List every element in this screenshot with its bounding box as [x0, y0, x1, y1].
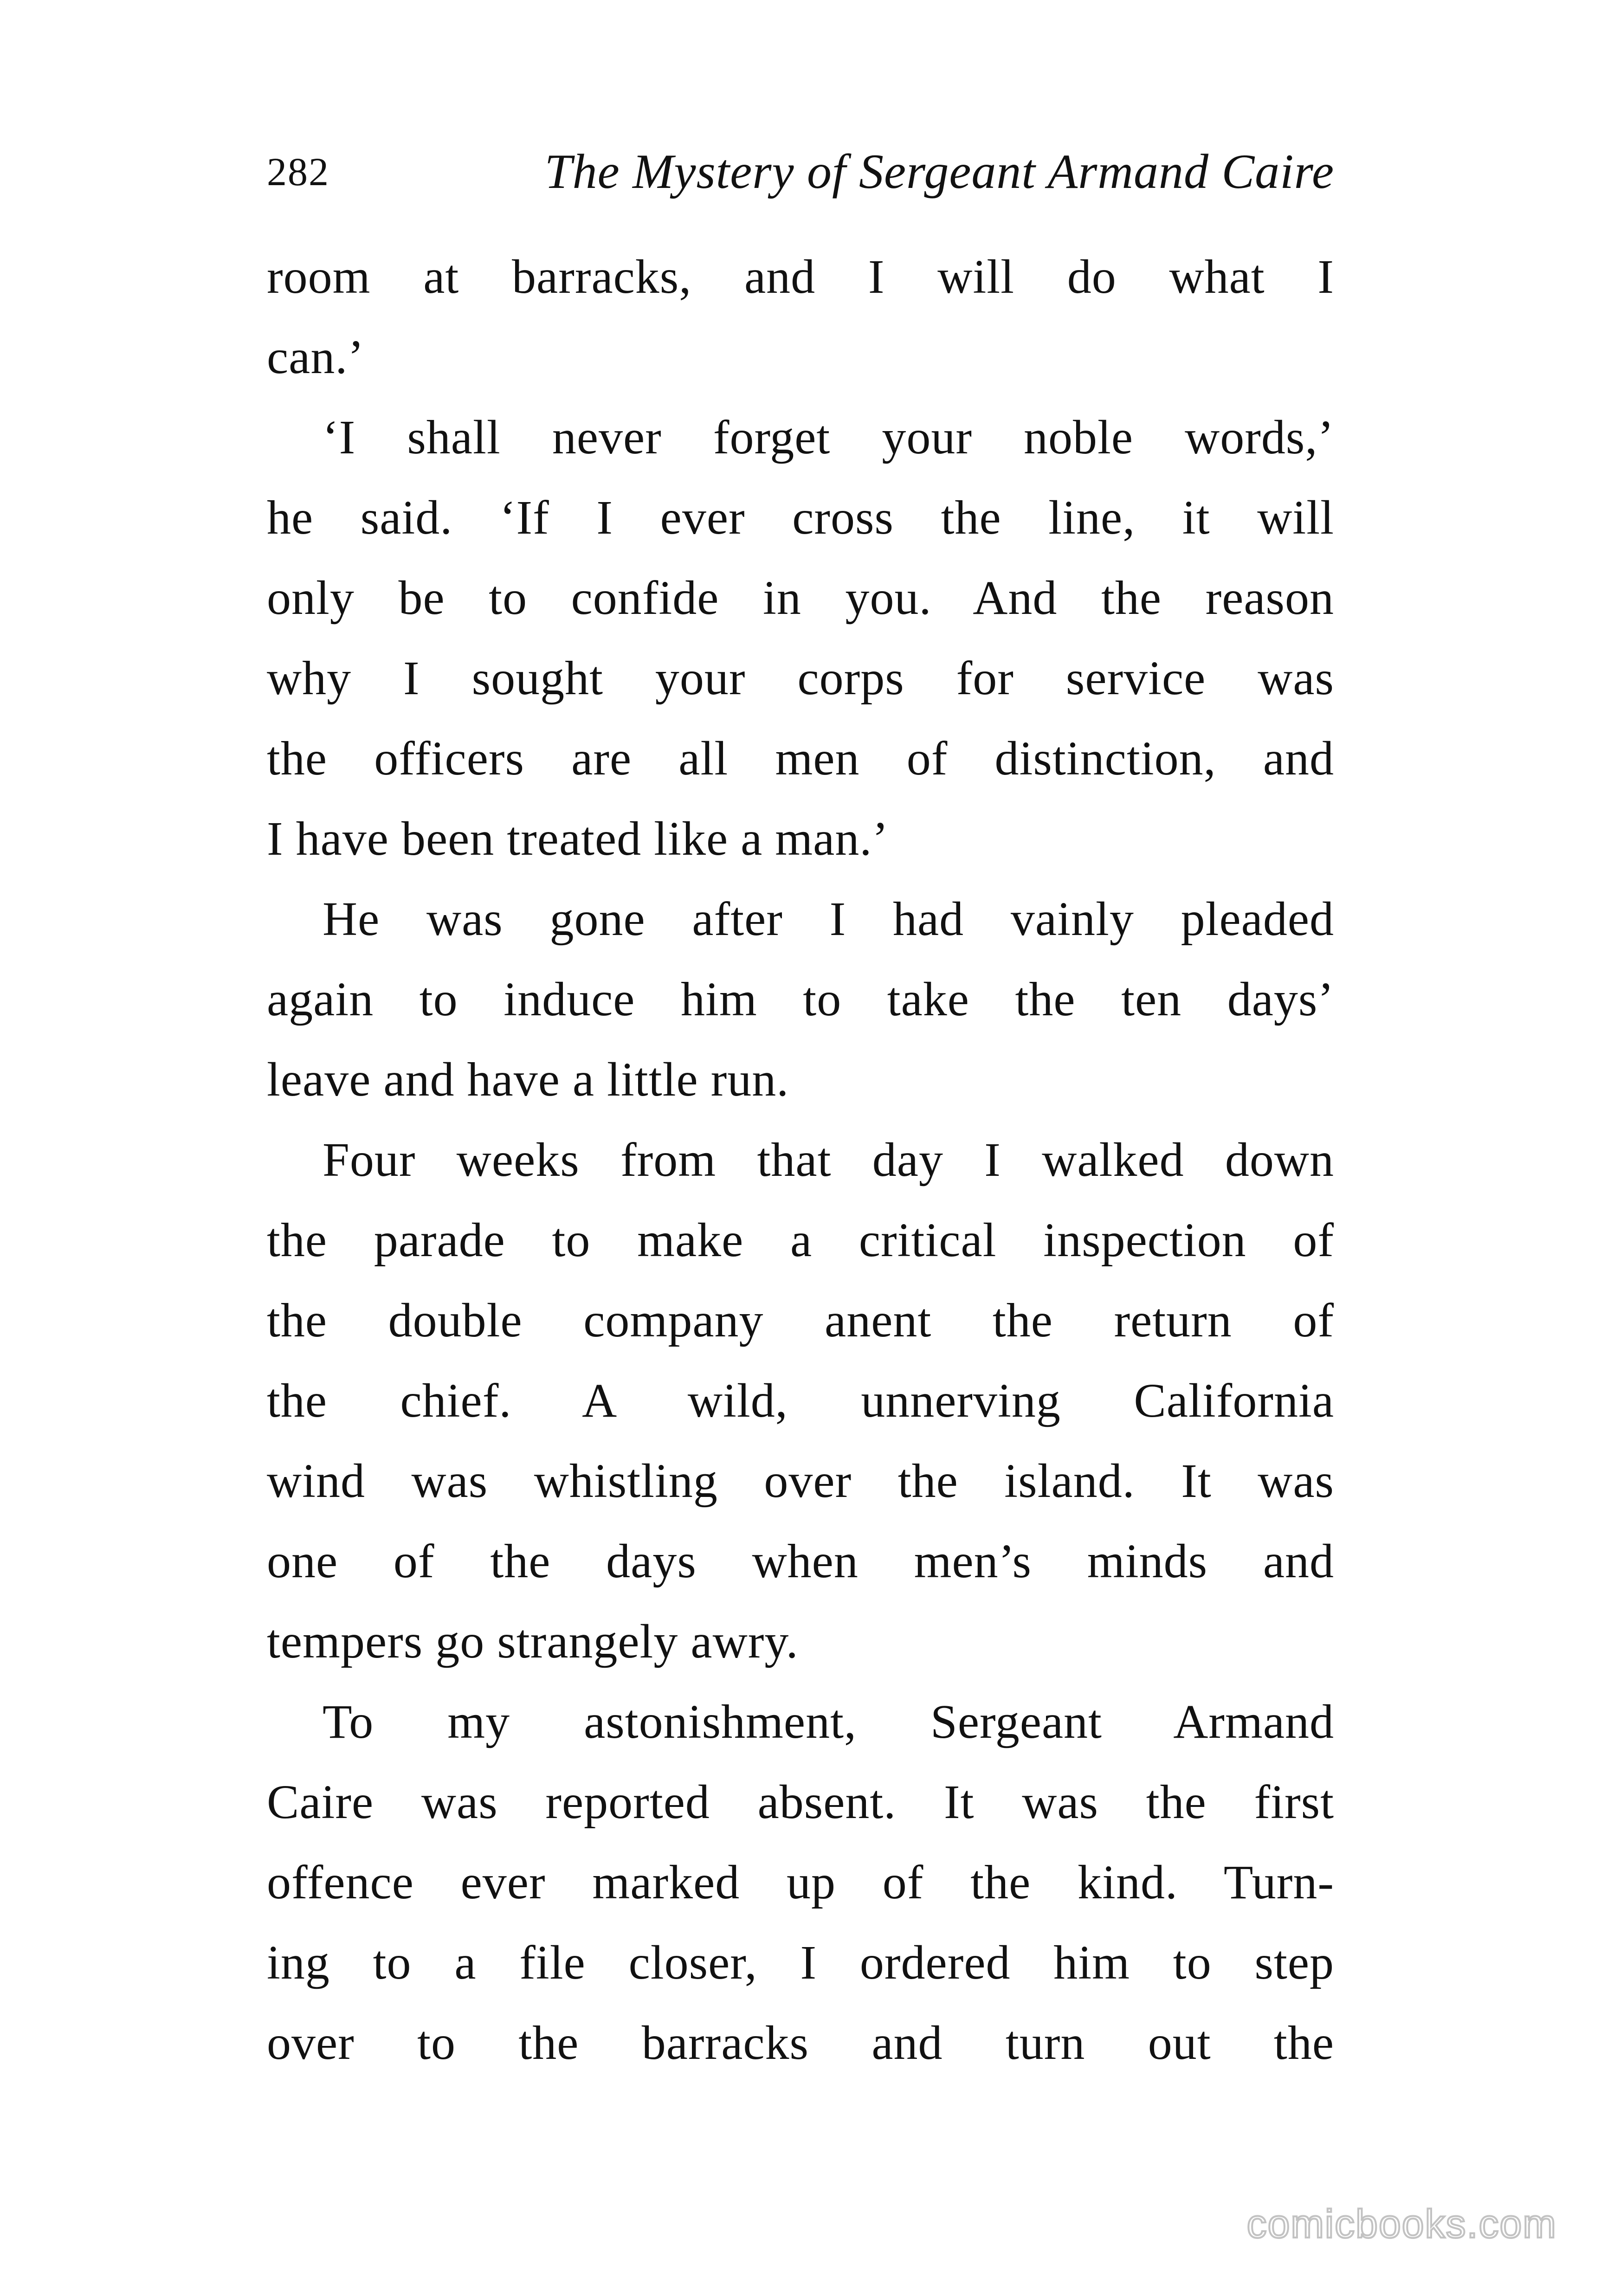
- paragraph-start-line: To my astonishment, Sergeant Armand: [323, 1695, 1334, 1748]
- paragraph-end-line: leave and have a little run.: [267, 1053, 789, 1106]
- text-line: only be to confide in you. And the reason: [267, 571, 1334, 625]
- paragraph-end-line: I have been treated like a man.’: [267, 812, 889, 865]
- body-text: [267, 237, 1334, 2083]
- paragraph-start-line: Four weeks from that day I walked down: [323, 1133, 1334, 1187]
- text-line: room at barracks, and I will do what I: [267, 250, 1334, 303]
- paragraph-end-line: can.’: [267, 330, 364, 384]
- text-line: the double company anent the return of: [267, 1294, 1334, 1347]
- text-line: over to the barracks and turn out the: [267, 2016, 1334, 2070]
- running-head: [267, 139, 1334, 204]
- text-line: ing to a file closer, I ordered him to step: [267, 1936, 1334, 1989]
- text-line: wind was whistling over the island. It was: [267, 1454, 1334, 1508]
- paragraph-start-line: ‘I shall never forget your noble words,’: [323, 411, 1334, 464]
- paragraph-end-line: tempers go strangely awry.: [267, 1615, 799, 1668]
- text-line: why I sought your corps for service was: [267, 651, 1334, 705]
- text-line: the parade to make a critical inspection of: [267, 1213, 1334, 1267]
- text-line: offence ever marked up of the kind. Turn-: [267, 1856, 1334, 1909]
- text-line: the officers are all men of distinction, and: [267, 732, 1334, 785]
- text-line: Caire was reported absent. It was the first: [267, 1775, 1334, 1829]
- text-line: again to induce him to take the ten days’: [267, 973, 1334, 1026]
- text-line: he said. ‘If I ever cross the line, it will: [267, 491, 1334, 544]
- text-line: one of the days when men’s minds and: [267, 1535, 1334, 1588]
- paragraph-start-line: He was gone after I had vainly pleaded: [323, 892, 1334, 946]
- watermark: comicbooks.com: [1246, 2202, 1557, 2246]
- text-line: the chief. A wild, unnerving California: [267, 1374, 1334, 1427]
- page-number: 282: [267, 149, 329, 194]
- running-title: The Mystery of Sergeant Armand Caire: [544, 144, 1334, 199]
